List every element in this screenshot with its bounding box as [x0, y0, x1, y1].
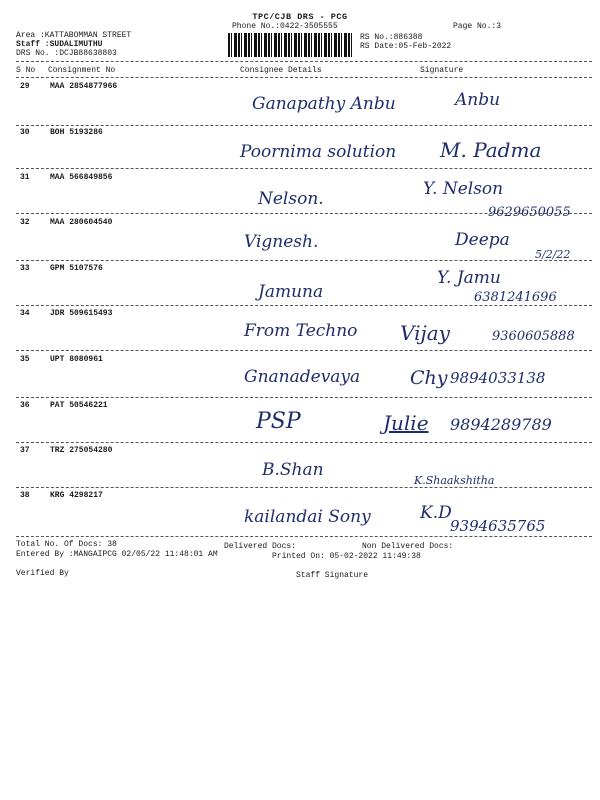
- row-consignment: MAA 2854877966: [50, 82, 118, 91]
- divider: [16, 125, 592, 126]
- recipient-signature: M. Padma: [440, 138, 542, 162]
- row-sno: 35: [20, 355, 30, 364]
- recipient-signature: Deepa: [455, 230, 510, 250]
- col-signature: Signature: [420, 66, 464, 75]
- table-row: [0, 82, 600, 130]
- entered-by: Entered By :MANGAIPCG 02/05/22 11:48:01 AM: [16, 550, 218, 559]
- row-sno: 33: [20, 264, 30, 273]
- recipient-signature: K.D: [420, 503, 452, 523]
- divider: [16, 260, 592, 261]
- rs-number: RS No.:886388: [360, 33, 423, 42]
- row-consignment: PAT 50546221: [50, 401, 108, 410]
- row-consignment: JDR 509615493: [50, 309, 113, 318]
- consignee-name: Gnanadevaya: [244, 367, 361, 387]
- divider: [16, 536, 592, 537]
- row-sno: 29: [20, 82, 30, 91]
- consignee-name: PSP: [256, 409, 301, 434]
- recipient-signature: Y. Jamu: [437, 268, 501, 288]
- consignee-name: From Techno: [244, 321, 358, 341]
- divider: [16, 487, 592, 488]
- row-consignment: BOH 5193286: [50, 128, 103, 137]
- row-consignment: MAA 280604540: [50, 218, 113, 227]
- row-consignment: UPT 8080961: [50, 355, 103, 364]
- row-sno: 32: [20, 218, 30, 227]
- recipient-phone: 9360605888: [492, 329, 575, 344]
- recipient-signature: Chy: [410, 367, 448, 389]
- row-consignment: TRZ 275054280: [50, 446, 113, 455]
- consignee-name: Vignesh.: [244, 232, 319, 252]
- drs-number: DRS No. :DCJB88638803: [16, 49, 117, 58]
- recipient-signature: K.Shaakshitha: [414, 474, 495, 487]
- table-row: [0, 218, 600, 266]
- consignee-name: B.Shan: [262, 460, 324, 480]
- consignee-name: Ganapathy Anbu: [252, 94, 396, 114]
- staff-label: Staff :SUDALIMUTHU: [16, 40, 103, 49]
- recipient-signature: Julie: [383, 411, 429, 435]
- col-sno: S No: [16, 66, 36, 75]
- consignee-name: Jamuna: [258, 282, 324, 302]
- divider: [16, 350, 592, 351]
- row-sno: 34: [20, 309, 30, 318]
- report-title: TPC/CJB DRS - PCG: [252, 12, 348, 22]
- total-docs: Total No. Of Docs: 38: [16, 540, 117, 549]
- divider: [16, 168, 592, 169]
- row-consignment: GPM 5107576: [50, 264, 103, 273]
- table-row: [0, 491, 600, 539]
- recipient-phone: 6381241696: [474, 290, 557, 305]
- page-number: Page No.:3: [453, 22, 502, 31]
- divider: [16, 397, 592, 398]
- row-consignment: KRG 4298217: [50, 491, 103, 500]
- recipient-signature: Anbu: [455, 90, 501, 110]
- verified-by: Verified By: [16, 569, 69, 578]
- divider: [16, 305, 592, 306]
- divider: [16, 61, 592, 62]
- recipient-phone: 9894033138: [450, 369, 546, 387]
- col-consignee: Consignee Details: [240, 66, 322, 75]
- row-sno: 31: [20, 173, 30, 182]
- recipient-phone: 9894289789: [450, 415, 552, 434]
- consignee-name: Nelson.: [258, 189, 324, 209]
- divider: [16, 213, 592, 214]
- recipient-phone: 9394635765: [450, 517, 546, 535]
- consignee-name: Poornima solution: [240, 142, 397, 162]
- recipient-signature: Vijay: [400, 321, 450, 345]
- phone-number: Phone No.:0422-3505555: [232, 22, 338, 31]
- barcode: [228, 33, 354, 57]
- col-consignment: Consignment No: [48, 66, 116, 75]
- row-consignment: MAA 566849856: [50, 173, 113, 182]
- recipient-signature: Y. Nelson: [423, 179, 504, 199]
- recipient-phone: 9629650055: [488, 205, 571, 220]
- row-sno: 37: [20, 446, 30, 455]
- area-label: Area :KATTABOMMAN STREET: [16, 31, 132, 40]
- delivery-date: 5/2/22: [535, 248, 571, 261]
- non-delivered-docs: Non Delivered Docs:: [362, 542, 454, 551]
- consignee-name: kailandai Sony: [244, 507, 371, 527]
- divider: [16, 77, 592, 78]
- table-row: [0, 355, 600, 403]
- staff-signature-label: Staff Signature: [296, 571, 369, 580]
- row-sno: 36: [20, 401, 30, 410]
- row-sno: 30: [20, 128, 30, 137]
- delivered-docs: Delivered Docs:: [224, 542, 297, 551]
- divider: [16, 442, 592, 443]
- printed-on: Printed On: 05-02-2022 11:49:38: [272, 552, 421, 561]
- rs-date: RS Date:05-Feb-2022: [360, 42, 452, 51]
- row-sno: 38: [20, 491, 30, 500]
